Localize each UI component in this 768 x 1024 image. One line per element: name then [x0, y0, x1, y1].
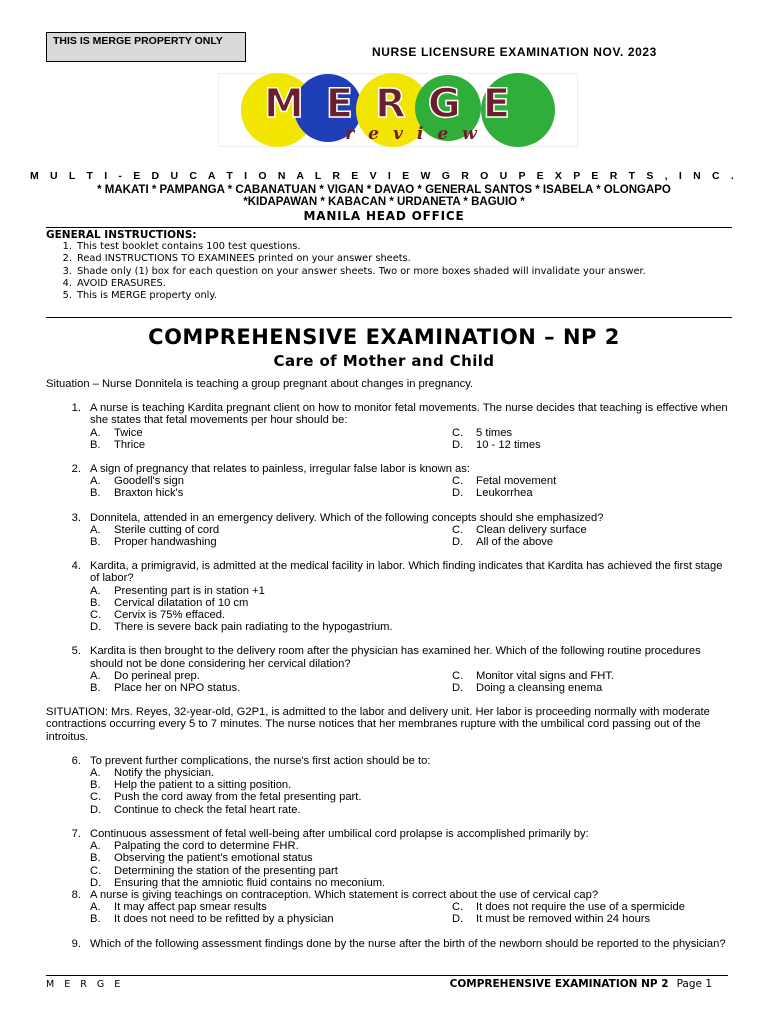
question-item: [46, 755, 728, 816]
question-number: 1.: [71, 402, 81, 415]
question-text: Continuous assessment of fetal well-being after umbilical cord prolapse is accomplished primarily by:: [90, 827, 589, 840]
question-number: 8.: [71, 888, 81, 901]
answer-option-d: [452, 536, 728, 548]
option-text: 5 times: [476, 426, 513, 439]
org-name: M U L T I - E D U C A T I O N A L R E V I E W G R O U P E X P E R T S , I N C .: [29, 170, 739, 182]
option-text: It does not require the use of a spermicide: [476, 901, 685, 914]
exam-content: [46, 378, 728, 950]
option-text: Fetal movement: [476, 475, 557, 488]
answer-option-c: [452, 670, 728, 682]
question-item: [46, 560, 728, 633]
option-text: Observing the patient's emotional status: [114, 852, 313, 865]
answer-option-d: [452, 682, 728, 694]
option-letter: C.: [90, 791, 102, 804]
instruction-item: 3. Shade only (1) box for each question on your answer sheets. Two or more boxes shaded will invalidate your answer.: [62, 265, 646, 277]
option-letter: D.: [90, 803, 102, 816]
option-text: Do perineal prep.: [114, 669, 200, 682]
answer-option-b: [90, 487, 452, 499]
question-number: 6.: [71, 754, 81, 767]
option-text: Sterile cutting of cord: [114, 523, 220, 536]
option-letter: C.: [90, 864, 102, 877]
merge-review-logo: [218, 73, 578, 147]
answer-option-d: [90, 877, 728, 889]
logo-word: MERGE: [263, 81, 533, 127]
divider-top: [46, 227, 732, 228]
option-text: It does not need to be refitted by a physician: [114, 913, 334, 926]
question-text: To prevent further complications, the nurse's first action should be to:: [90, 754, 431, 767]
option-text: All of the above: [476, 536, 554, 549]
branches-line-1: * MAKATI * PAMPANGA * CABANATUAN * VIGAN * DAVAO * GENERAL SANTOS * ISABELA * OLONGAPO: [97, 184, 671, 196]
answer-option-c: [90, 865, 728, 877]
question-number: 4.: [71, 560, 81, 573]
answer-option-d: [452, 487, 728, 499]
answer-option-b: [90, 682, 452, 694]
option-text: Palpating the cord to determine FHR.: [114, 840, 299, 853]
footer-title: [450, 978, 712, 990]
option-letter: C.: [452, 426, 464, 439]
option-letter: D.: [452, 487, 464, 500]
answer-option-a: [90, 767, 728, 779]
answer-option-a: [90, 524, 452, 536]
question-item: [46, 889, 728, 926]
answer-option-b: [90, 536, 452, 548]
option-letter: A.: [90, 840, 101, 853]
option-letter: B.: [90, 596, 101, 609]
option-letter: C.: [90, 609, 102, 622]
instructions-title: GENERAL INSTRUCTIONS:: [46, 229, 197, 241]
option-letter: C.: [452, 475, 464, 488]
option-letter: B.: [90, 487, 101, 500]
option-text: Thrice: [114, 438, 146, 451]
question-item: [46, 512, 728, 549]
instruction-item: 2. Read INSTRUCTIONS TO EXAMINEES printed on your answer sheets.: [62, 253, 411, 265]
question-text: A nurse is teaching Kardita pregnant client on how to monitor fetal movements. The nurse decides that teaching is effective when she states that fetal movements per hour should be:: [90, 402, 728, 427]
option-letter: D.: [452, 682, 464, 695]
answer-option-c: [90, 609, 728, 621]
option-letter: D.: [452, 438, 464, 451]
option-text: Twice: [114, 426, 143, 439]
answer-option-b: [90, 439, 452, 451]
option-text: Cervix is 75% effaced.: [114, 609, 226, 622]
situation-text: SITUATION: Mrs. Reyes, 32-year-old, G2P1, is admitted to the labor and delivery unit. Her labor is proceeding normally with moderate contractions occurring every 5 to 7 minutes. The nurse notices that her membranes rupture with the umbilical cord passing out of the introitus.: [46, 706, 710, 743]
situation-text: Situation – Nurse Donnitela is teaching a group pregnant about changes in pregnancy.: [46, 378, 474, 390]
answer-option-c: [452, 475, 728, 487]
answer-option-b: [90, 852, 728, 864]
option-text: Presenting part is in station +1: [114, 584, 265, 597]
property-notice-box: [46, 32, 246, 62]
question-text: A sign of pregnancy that relates to painless, irregular false labor is known as:: [90, 463, 470, 476]
answer-option-a: [90, 427, 452, 439]
option-text: Help the patient to a sitting position.: [114, 779, 292, 792]
answer-option-d: [90, 804, 728, 816]
answer-option-a: [90, 901, 452, 913]
answer-option-a: [90, 840, 728, 852]
option-letter: A.: [90, 767, 101, 780]
question-item: [46, 938, 728, 950]
option-letter: A.: [90, 426, 101, 439]
option-letter: A.: [90, 584, 101, 597]
option-letter: B.: [90, 779, 101, 792]
option-letter: B.: [90, 852, 101, 865]
question-item: [46, 402, 728, 451]
answer-option-d: [90, 621, 728, 633]
option-letter: D.: [452, 913, 464, 926]
page-title: COMPREHENSIVE EXAMINATION – NP 2: [148, 325, 620, 349]
question-item: [46, 645, 728, 694]
question-text: Kardita, a primigravid, is admitted at the medical facility in labor. Which finding indicates that Kardita has achieved the first stage of labor?: [90, 560, 723, 585]
page-number: Page 1: [676, 978, 712, 990]
answer-option-c: [452, 901, 728, 913]
instruction-item: 5. This is MERGE property only.: [62, 290, 217, 302]
head-office: MANILA HEAD OFFICE: [303, 209, 465, 223]
divider-instructions: [46, 317, 732, 318]
option-text: Goodell's sign: [114, 475, 184, 488]
option-text: Continue to check the fetal heart rate.: [114, 803, 301, 816]
option-letter: C.: [452, 901, 464, 914]
logo-graphic: [218, 73, 578, 147]
instruction-item: 1. This test booklet contains 100 test questions.: [62, 241, 301, 252]
option-text: Leukorrhea: [476, 487, 533, 500]
question-number: 2.: [71, 463, 81, 476]
option-letter: A.: [90, 901, 101, 914]
question-text: Which of the following assessment findings done by the nurse after the birth of the newborn should be reported to the physician?: [90, 937, 726, 950]
question-number: 5.: [71, 645, 81, 658]
option-letter: C.: [452, 523, 464, 536]
option-letter: B.: [90, 536, 101, 549]
option-letter: B.: [90, 913, 101, 926]
answer-option-b: [90, 779, 728, 791]
answer-option-a: [90, 670, 452, 682]
question-number: 9.: [71, 937, 81, 950]
instructions-list: [46, 241, 726, 302]
option-letter: D.: [90, 621, 102, 634]
option-text: Proper handwashing: [114, 536, 217, 549]
question-number: 7.: [71, 827, 81, 840]
answer-option-a: [90, 585, 728, 597]
instruction-item: 4. AVOID ERASURES.: [62, 277, 166, 289]
page-subtitle: Care of Mother and Child: [273, 352, 495, 370]
question-text: Donnitela, attended in an emergency delivery. Which of the following concepts should she emphasized?: [90, 511, 604, 524]
answer-option-c: [452, 427, 728, 439]
logo-subword: review: [345, 124, 491, 144]
question-item: [46, 463, 728, 500]
answer-option-d: [452, 913, 728, 925]
option-text: Clean delivery surface: [476, 523, 587, 536]
footer-brand: M E R G E: [46, 979, 124, 990]
option-text: Braxton hick's: [114, 487, 184, 500]
footer-exam-name: COMPREHENSIVE EXAMINATION NP 2: [449, 978, 669, 990]
option-letter: A.: [90, 475, 101, 488]
option-text: Ensuring that the amniotic fluid contains no meconium.: [114, 876, 386, 889]
footer-divider: [46, 975, 728, 976]
option-letter: B.: [90, 438, 101, 451]
option-text: Doing a cleansing enema: [476, 682, 603, 695]
option-letter: A.: [90, 669, 101, 682]
option-text: Place her on NPO status.: [114, 682, 241, 695]
question-number: 3.: [71, 511, 81, 524]
option-text: There is severe back pain radiating to the hypogastrium.: [114, 621, 393, 634]
answer-option-a: [90, 475, 452, 487]
property-notice: THIS IS MERGE PROPERTY ONLY: [53, 35, 223, 47]
answer-option-b: [90, 597, 728, 609]
answer-option-b: [90, 913, 452, 925]
option-text: Monitor vital signs and FHT.: [476, 669, 615, 682]
option-letter: C.: [452, 669, 464, 682]
question-item: [46, 828, 728, 889]
option-text: It may affect pap smear results: [114, 901, 267, 914]
option-letter: A.: [90, 523, 101, 536]
answer-option-d: [452, 439, 728, 451]
exam-title: NURSE LICENSURE EXAMINATION NOV. 2023: [372, 45, 657, 59]
question-text: Kardita is then brought to the delivery room after the physician has examined her. Which of the following routine procedures should not be done considering her cervical dilation?: [90, 645, 701, 670]
option-letter: D.: [90, 876, 102, 889]
option-letter: D.: [452, 536, 464, 549]
option-text: 10 - 12 times: [476, 438, 541, 451]
answer-option-c: [452, 524, 728, 536]
option-text: Cervical dilatation of 10 cm: [114, 596, 249, 609]
branches-line-2: *KIDAPAWAN * KABACAN * URDANETA * BAGUIO *: [243, 196, 525, 208]
option-text: Push the cord away from the fetal presenting part.: [114, 791, 362, 804]
answer-option-c: [90, 791, 728, 803]
option-text: Notify the physician.: [114, 767, 215, 780]
question-text: A nurse is giving teachings on contraception. Which statement is correct about the use of cervical cap?: [90, 888, 599, 901]
option-text: It must be removed within 24 hours: [476, 913, 651, 926]
option-letter: B.: [90, 682, 101, 695]
option-text: Determining the station of the presenting part: [114, 864, 338, 877]
